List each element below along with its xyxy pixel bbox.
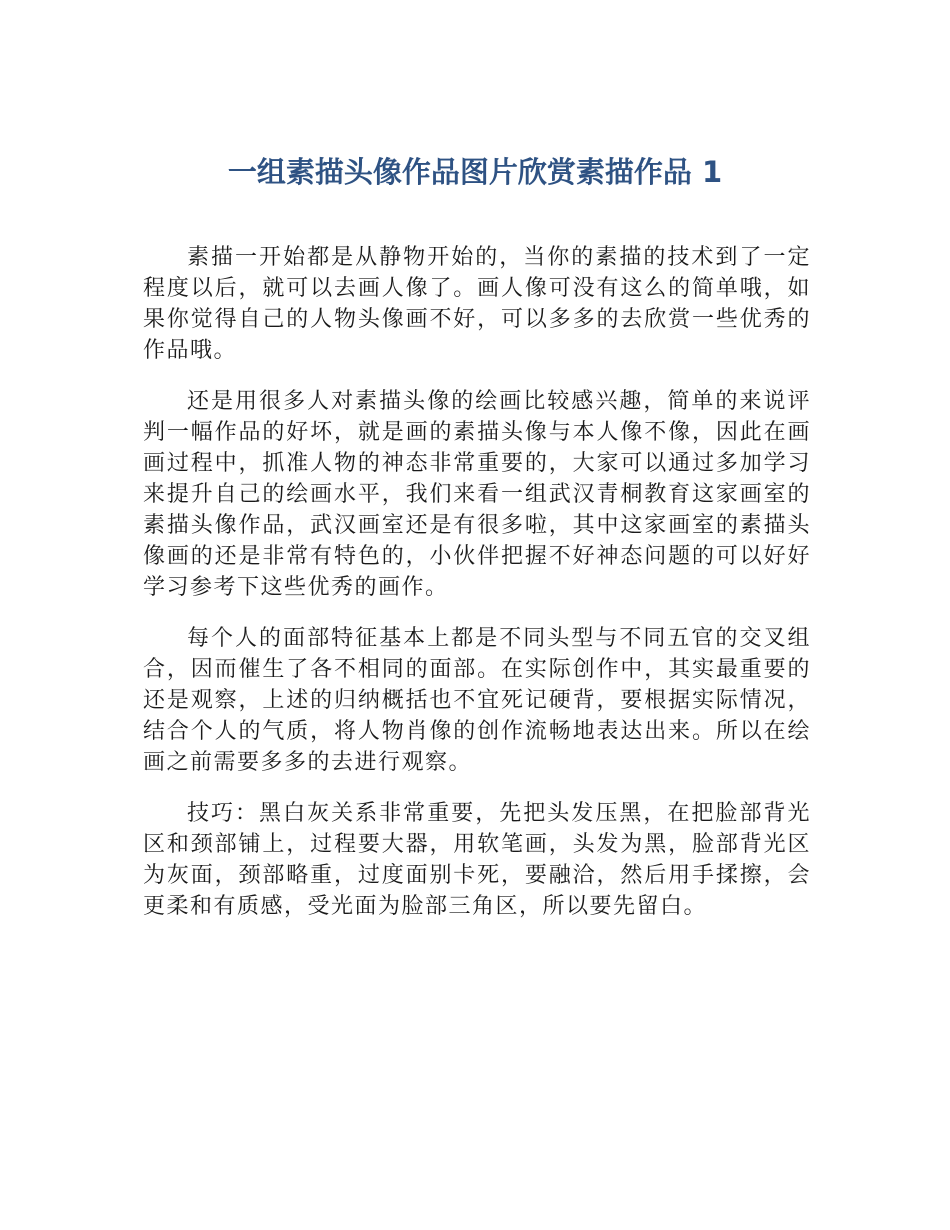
- paragraph-4: 技巧：黑白灰关系非常重要，先把头发压黑，在把脸部背光区和颈部铺上，过程要大器，用软笔画，头发为黑，脸部背光区为灰面，颈部略重，过度面别卡死，要融洽，然后用手揉擦，会更柔和有质感，受光面为脸部三角区，所以要先留白。: [143, 801, 811, 919]
- document-body: [143, 242, 811, 942]
- paragraph-2: 还是用很多人对素描头像的绘画比较感兴趣，简单的来说评判一幅作品的好坏，就是画的素描头像与本人像不像，因此在画画过程中，抓准人物的神态非常重要的，大家可以通过多加学习来提升自己的绘画水平，我们来看一组武汉青桐教育这家画室的素描头像作品，武汉画室还是有很多啦，其中这家画室的素描头像画的还是非常有特色的，小伙伴把握不好神态问题的可以好好学习参考下这些优秀的画作。: [143, 389, 811, 600]
- paragraph-1: 素描一开始都是从静物开始的，当你的素描的技术到了一定程度以后，就可以去画人像了。画人像可没有这么的简单哦，如果你觉得自己的人物头像画不好，可以多多的去欣赏一些优秀的作品哦。: [143, 245, 811, 363]
- document-title: 一组素描头像作品图片欣赏素描作品 1: [227, 155, 723, 189]
- paragraph-3: 每个人的面部特征基本上都是不同头型与不同五官的交叉组合，因而催生了各不相同的面部。在实际创作中，其实最重要的还是观察，上述的归纳概括也不宜死记硬背，要根据实际情况，结合个人的气质，将人物肖像的创作流畅地表达出来。所以在绘画之前需要多多的去进行观察。: [143, 626, 811, 775]
